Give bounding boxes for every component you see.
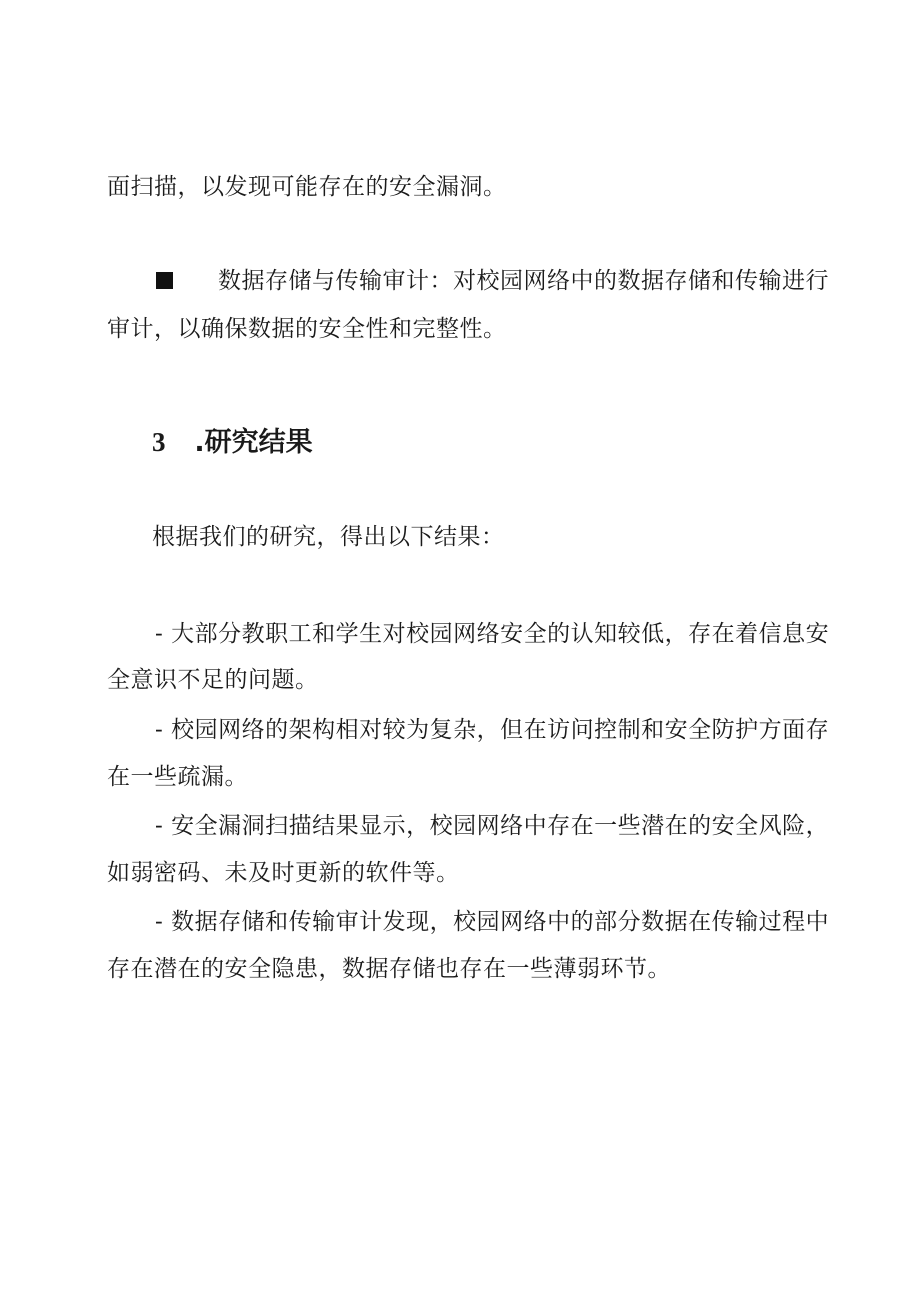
bullet-paragraph-line-1: 数据存储与传输审计：对校园网络中的数据存储和传输进行 <box>218 268 829 294</box>
section-title: .研究结果 <box>194 427 313 458</box>
result-item-4-line-1: - 数据存储和传输审计发现，校园网络中的部分数据在传输过程中 <box>155 909 830 935</box>
result-item-1-line-2: 全意识不足的问题。 <box>107 667 319 693</box>
paragraph-continuation: 面扫描，以发现可能存在的安全漏洞。 <box>107 174 507 200</box>
section-number: 3 <box>152 427 166 457</box>
result-item-2-line-1: - 校园网络的架构相对较为复杂，但在访问控制和安全防护方面存 <box>155 717 830 743</box>
section-heading <box>152 425 313 460</box>
bullet-paragraph-line-2: 审计，以确保数据的安全性和完整性。 <box>107 316 507 342</box>
result-item-2-line-2: 在一些疏漏。 <box>107 764 248 790</box>
result-item-1-line-1: - 大部分教职工和学生对校园网络安全的认知较低，存在着信息安 <box>155 621 830 647</box>
results-intro: 根据我们的研究，得出以下结果： <box>152 524 505 550</box>
result-item-4-line-2: 存在潜在的安全隐患，数据存储也存在一些薄弱环节。 <box>107 956 671 982</box>
result-item-3-line-1: - 安全漏洞扫描结果显示，校园网络中存在一些潜在的安全风险， <box>155 813 830 839</box>
result-item-3-line-2: 如弱密码、未及时更新的软件等。 <box>107 860 460 886</box>
square-bullet-icon <box>156 272 173 289</box>
